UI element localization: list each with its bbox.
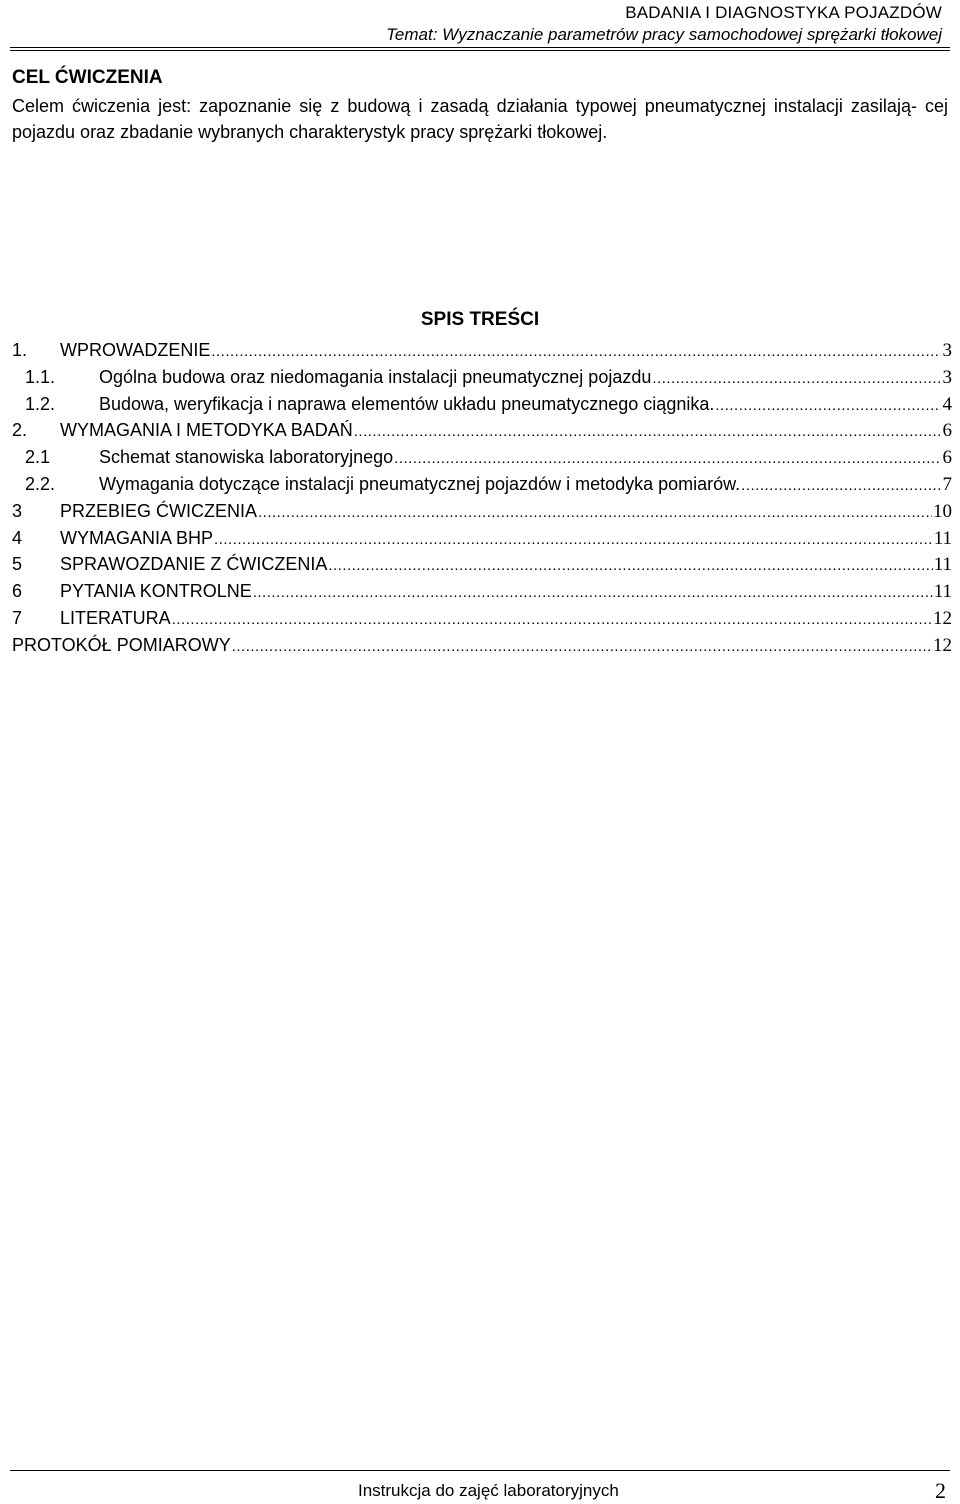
toc-entry[interactable] (12, 444, 952, 471)
footer-rule (10, 1470, 950, 1471)
toc-entry-page: 11 (933, 527, 952, 549)
toc-entry-label: PYTANIA KONTROLNE (60, 581, 252, 602)
exercise-goal-section (12, 66, 948, 145)
toc-entry-label: SPRAWOZDANIE Z ĆWICZENIA (60, 554, 328, 575)
toc-entry-page: 12 (933, 634, 952, 656)
toc-entry-label: PRZEBIEG ĆWICZENIA (60, 500, 258, 521)
toc-entry-label: Wymagania dotyczące instalacji pneumatycznej pojazdów i metodyka pomiarów. (99, 473, 741, 494)
toc-entry-label: LITERATURA (60, 607, 171, 628)
toc-entry-label: Budowa, weryfikacja i naprawa elementów układu pneumatycznego ciągnika. (99, 393, 715, 414)
goal-heading: CEL ĆWICZENIA (12, 67, 163, 88)
toc-entry-page: 11 (933, 554, 952, 576)
toc-dot-leader (214, 527, 933, 552)
toc-entry[interactable] (12, 605, 952, 632)
toc-entry[interactable] (12, 632, 952, 659)
toc-entry-page: 11 (933, 581, 952, 603)
header-rule (10, 47, 950, 48)
toc-entry[interactable] (12, 471, 952, 498)
toc-entry-page: 12 (933, 607, 952, 629)
toc-title: SPIS TREŚCI (420, 309, 540, 330)
toc-dot-leader (258, 500, 932, 525)
table-of-contents (12, 337, 952, 659)
goal-text: Celem ćwiczenia jest: zapoznanie się z budową i zasadą działania typowej pneumatycznej instalacji zasilają- cej pojazdu oraz zbadanie wybranych charakterystyk pracy sprężarki tłokowej. (12, 96, 948, 142)
toc-entry-page: 6 (942, 447, 952, 469)
toc-entry-page: 10 (933, 500, 952, 522)
page-header (386, 2, 942, 46)
header-subject: BADANIA I DIAGNOSTYKA POJAZDÓW (625, 3, 942, 22)
toc-entry-number: 5 (12, 554, 23, 575)
toc-entry[interactable] (12, 525, 952, 552)
toc-entry[interactable] (12, 578, 952, 605)
toc-entry-page: 4 (942, 393, 952, 415)
toc-entry-number: 1.1. (25, 366, 56, 387)
toc-dot-leader (741, 473, 941, 498)
footer-text: Instrukcja do zajęć laboratoryjnych (358, 1481, 619, 1500)
toc-dot-leader (354, 419, 941, 444)
toc-entry[interactable] (12, 551, 952, 578)
toc-entry-label: Ogólna budowa oraz niedomagania instalacji pneumatycznej pojazdu (99, 366, 652, 387)
toc-entry-number: 3 (12, 500, 23, 521)
header-topic: Temat: Wyznaczanie parametrów pracy samochodowej sprężarki tłokowej (386, 25, 942, 44)
toc-entry-page: 7 (942, 473, 952, 495)
toc-dot-leader (172, 607, 932, 632)
toc-dot-leader (394, 446, 941, 471)
toc-entry[interactable] (12, 391, 952, 418)
toc-entry-number: 6 (12, 581, 23, 602)
toc-entry-number: 7 (12, 607, 23, 628)
toc-dot-leader (652, 366, 941, 391)
toc-entry[interactable] (12, 417, 952, 444)
toc-entry-page: 6 (942, 420, 952, 442)
toc-dot-leader (232, 634, 932, 659)
toc-entry-number: 1. (12, 340, 28, 360)
toc-entry-number: 2.1 (25, 447, 51, 468)
toc-entry[interactable] (12, 364, 952, 391)
toc-dot-leader (328, 553, 932, 578)
page-number: 2 (935, 1478, 946, 1503)
toc-entry-number: 4 (12, 527, 23, 548)
toc-entry-number: 1.2. (25, 393, 56, 414)
toc-entry-label: WYMAGANIA I METODYKA BADAŃ (60, 420, 353, 441)
toc-entry-page: 3 (942, 340, 952, 361)
toc-dot-leader (253, 580, 933, 605)
toc-dot-leader (211, 339, 941, 364)
toc-entry[interactable] (12, 337, 952, 364)
toc-entry-label: PROTOKÓŁ POMIAROWY (12, 634, 231, 655)
toc-entry[interactable] (12, 498, 952, 525)
toc-dot-leader (715, 393, 941, 418)
toc-entry-label: WPROWADZENIE (60, 340, 211, 360)
toc-entry-number: 2.2. (25, 473, 56, 494)
header-rule-second (10, 50, 950, 51)
toc-entry-label: WYMAGANIA BHP (60, 527, 214, 548)
toc-entry-label: Schemat stanowiska laboratoryjnego (99, 447, 394, 468)
toc-entry-number: 2. (12, 420, 28, 441)
toc-entry-page: 3 (942, 366, 952, 388)
